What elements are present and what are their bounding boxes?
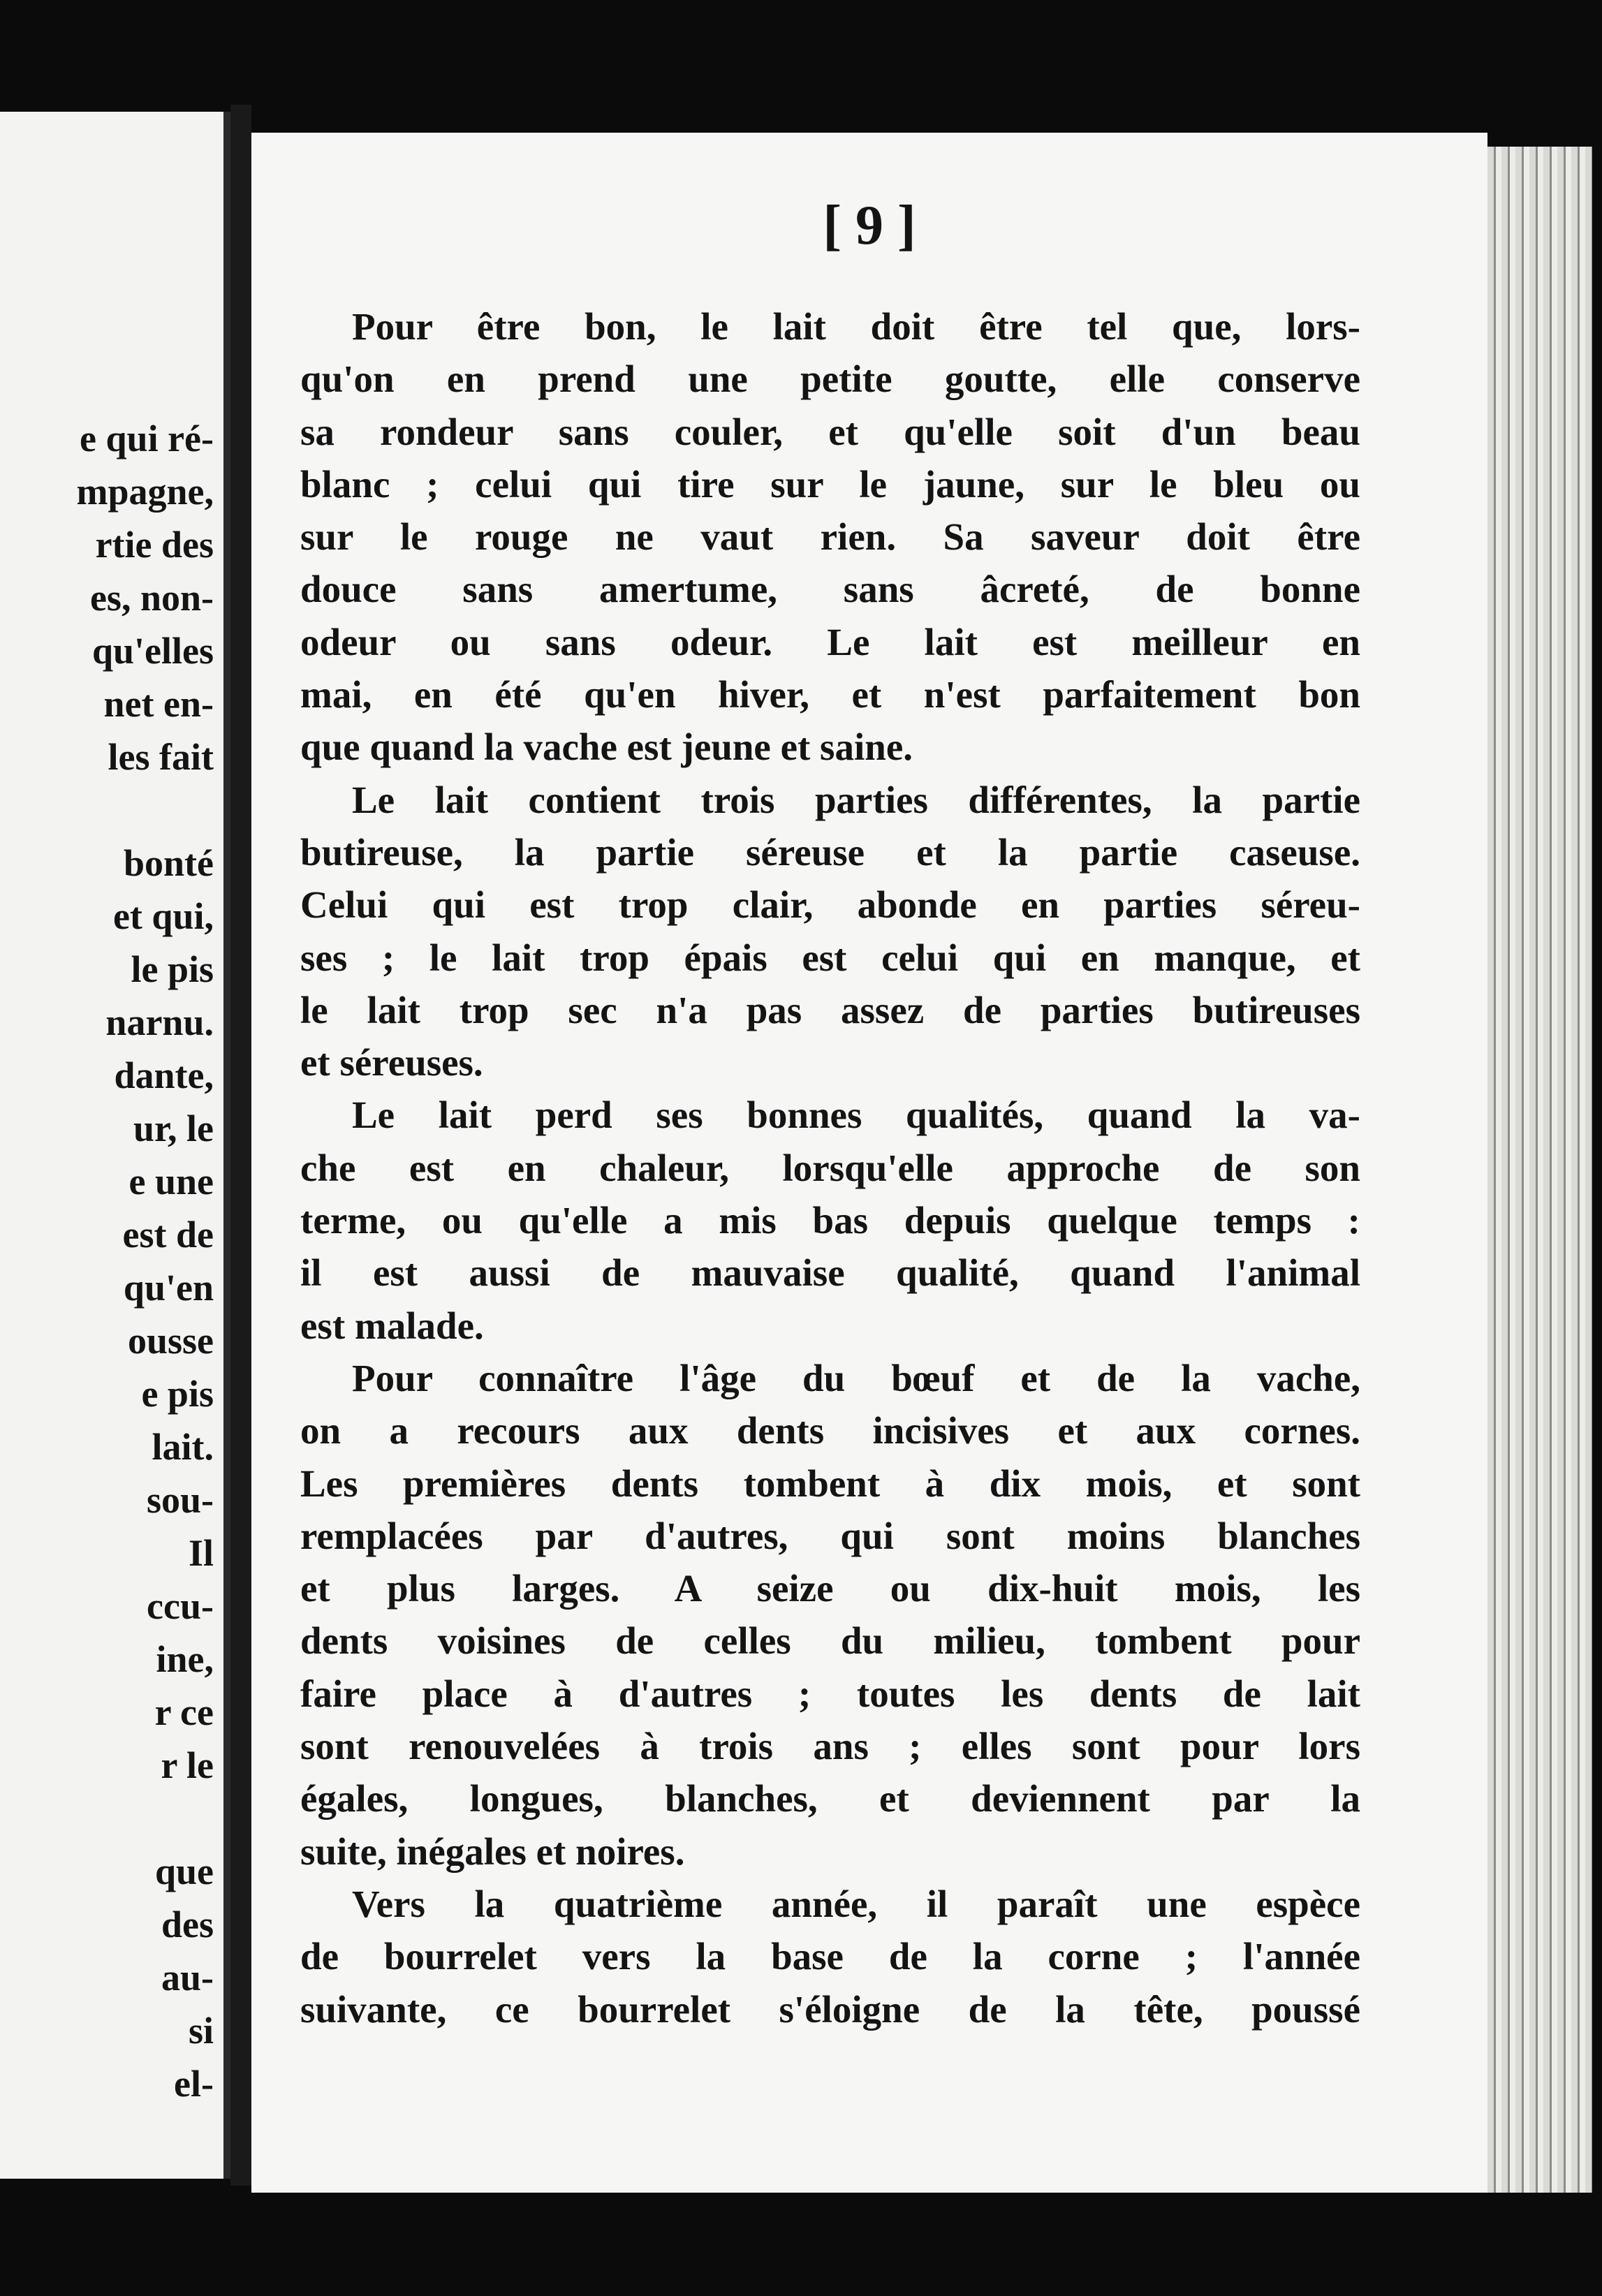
text-line: terme, ou qu'elle a mis bas depuis quelque temps :	[300, 1199, 1360, 1242]
text-line: mai, en été qu'en hiver, et n'est parfaitement bon	[300, 673, 1360, 716]
book-gutter	[230, 105, 251, 2186]
left-page-line: sou-	[146, 1479, 214, 1521]
left-page-line: ousse	[127, 1320, 214, 1362]
text-line: égales, longues, blanches, et deviennent par la	[300, 1777, 1360, 1820]
text-line: suivante, ce bourrelet s'éloigne de la tête, poussé	[300, 1987, 1360, 2031]
page-edges	[1474, 147, 1592, 2193]
left-page-line: e une	[128, 1161, 214, 1202]
paragraph	[300, 1089, 1360, 1351]
left-page-line: qu'en	[123, 1267, 214, 1309]
left-page-line: ur, le	[133, 1107, 214, 1149]
text-line: douce sans amertume, sans âcreté, de bonne	[300, 568, 1360, 611]
text-line: est malade.	[300, 1304, 484, 1347]
text-line: sur le rouge ne vaut rien. Sa saveur doit être	[300, 515, 1360, 559]
text-line: que quand la vache est jeune et saine.	[300, 726, 913, 769]
text-line: Les premières dents tombent à dix mois, et sont	[300, 1462, 1360, 1505]
left-page-line: el-	[174, 2063, 214, 2105]
left-page-line: r le	[161, 1744, 214, 1786]
text-line: che est en chaleur, lorsqu'elle approche de son	[300, 1146, 1360, 1189]
text-line: qu'on en prend une petite goutte, elle conserve	[300, 358, 1360, 401]
left-page-line: le pis	[131, 948, 214, 990]
text-line: faire place à d'autres ; toutes les dents de lait	[300, 1672, 1360, 1715]
left-page-line: es, non-	[89, 577, 214, 619]
text-line: sont renouvelées à trois ans ; elles sont pour lors	[300, 1725, 1360, 1768]
right-page	[251, 133, 1487, 2193]
left-page-line: e qui ré-	[80, 418, 214, 459]
left-page-line: ccu-	[147, 1585, 214, 1627]
text-line: dents voisines de celles du milieu, tombent pour	[300, 1619, 1360, 1663]
paragraph	[300, 1878, 1360, 2036]
text-line: de bourrelet vers la base de la corne ; l'année	[300, 1935, 1360, 1978]
text-line: butireuse, la partie séreuse et la partie caseuse.	[300, 830, 1360, 874]
text-line: sa rondeur sans couler, et qu'elle soit d'un beau	[300, 410, 1360, 453]
left-page-line: rtie des	[95, 524, 214, 566]
text-line: et plus larges. A seize ou dix-huit mois, les	[300, 1567, 1360, 1610]
text-line: Pour connaître l'âge du bœuf et de la vache,	[352, 1356, 1360, 1399]
text-line: Vers la quatrième année, il paraît une espèce	[352, 1882, 1360, 1925]
text-line: et séreuses.	[300, 1041, 483, 1084]
paragraph	[300, 1352, 1360, 1878]
left-page-line: bonté	[123, 842, 214, 884]
text-line: suite, inégales et noires.	[300, 1830, 685, 1873]
left-page-line: et qui,	[112, 895, 214, 937]
page-number: [ 9 ]	[823, 195, 916, 256]
left-page	[0, 112, 230, 2179]
text-line: blanc ; celui qui tire sur le jaune, sur le bleu ou	[300, 462, 1360, 506]
left-page-line: au-	[161, 1957, 214, 1999]
body-text	[300, 300, 1360, 2036]
left-page-line: est de	[122, 1214, 214, 1256]
left-page-line: mpagne,	[76, 471, 214, 513]
left-page-line: dante,	[114, 1054, 214, 1096]
left-page-line: ine,	[156, 1638, 214, 1680]
left-page-line: r ce	[154, 1691, 214, 1733]
text-line: Celui qui est trop clair, abonde en parties séreu-	[300, 883, 1360, 927]
left-page-line: lait.	[152, 1426, 214, 1468]
left-page-line: qu'elles	[91, 630, 214, 672]
left-page-line: e pis	[141, 1373, 214, 1415]
text-line: ses ; le lait trop épais est celui qui en manque, et	[300, 936, 1360, 979]
paragraph	[300, 300, 1360, 774]
text-line: Le lait perd ses bonnes qualités, quand la va-	[352, 1094, 1360, 1137]
left-page-line: net en-	[103, 683, 214, 725]
text-line: on a recours aux dents incisives et aux cornes.	[300, 1409, 1360, 1452]
text-line: remplacées par d'autres, qui sont moins blanches	[300, 1514, 1360, 1557]
left-page-line	[0, 1792, 216, 1845]
left-page-line: Il	[188, 1532, 214, 1574]
text-line: le lait trop sec n'a pas assez de parties butireuses	[300, 988, 1360, 1031]
left-page-text	[0, 412, 216, 2110]
text-line: odeur ou sans odeur. Le lait est meilleur en	[300, 620, 1360, 663]
left-page-line: les fait	[108, 736, 214, 778]
text-line: Pour être bon, le lait doit être tel que, lors-	[352, 305, 1360, 348]
left-page-line	[0, 783, 216, 837]
left-page-line: que	[154, 1850, 214, 1892]
left-page-line: si	[188, 2010, 214, 2052]
text-line: Le lait contient trois parties différentes, la partie	[352, 778, 1360, 821]
left-page-line: des	[161, 1904, 214, 1945]
text-line: il est aussi de mauvaise qualité, quand l'animal	[300, 1251, 1360, 1295]
paragraph	[300, 774, 1360, 1089]
left-page-line: narnu.	[105, 1001, 214, 1043]
